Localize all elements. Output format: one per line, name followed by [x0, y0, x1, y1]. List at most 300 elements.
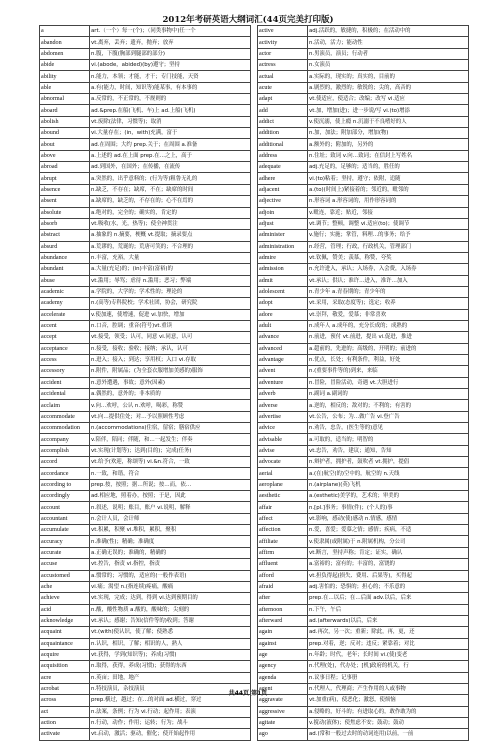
entry-word: accessory [40, 366, 90, 377]
table-row [258, 82, 469, 93]
word-table-left [39, 25, 251, 741]
entry-word: adjacent [258, 184, 308, 195]
entry-definition: vt.积累，积聚 vi.堆积，累积，聚积 [90, 525, 251, 536]
entry-word: addict [258, 116, 308, 127]
entry-definition: n.接受，接收；验收；接纳；承认，认可 [90, 343, 251, 354]
entry-definition: vt.调节；整顿，调整 vi.适应(to)；使调节 [308, 218, 469, 229]
entry-word: accomplish [40, 445, 90, 456]
table-row [40, 445, 251, 456]
entry-definition: vi.(to)粘着；坚持，遵守；依附，追随 [308, 173, 469, 184]
entry-word: accommodate [40, 411, 90, 422]
entry-word: abolish [40, 116, 90, 127]
entry-definition: vt.控告，指责 vi.指控，指责 [90, 559, 251, 570]
table-row [258, 116, 469, 127]
entry-word: admission [258, 264, 308, 275]
entry-word: acknowledge [40, 615, 90, 626]
table-row [258, 377, 469, 388]
entry-word: administration [258, 241, 308, 252]
entry-word: accuse [40, 559, 90, 570]
table-row [40, 60, 251, 71]
entry-definition: n.年龄；时代，老年；长时间 vi.(使)变老 [308, 649, 469, 660]
entry-definition: a.超前的，先进的；高级的，开明的；前进的 [308, 343, 469, 354]
entry-word: acquaint [40, 627, 90, 638]
entry-word: abundance [40, 252, 90, 263]
table-row [40, 196, 251, 207]
entry-definition: vt.使适应，使适合；改编；改写 vi.适应 [308, 94, 469, 105]
entry-word: advance [258, 332, 308, 343]
entry-definition: n.经营，管理；行政，行政机关，管理部门 [308, 241, 469, 252]
entry-definition: n.认识，相识，了解；相识的人，熟人 [90, 638, 251, 649]
entry-definition: n.丰富，充裕，大量 [90, 252, 251, 263]
entry-word: against [258, 638, 308, 649]
table-row [40, 593, 251, 604]
entry-word: age [258, 649, 308, 660]
entry-definition: prep.横过，越过；在…的对面 ad.横过，穿过 [90, 695, 251, 706]
table-row [40, 71, 251, 82]
entry-word: acid [40, 604, 90, 615]
entry-word: aggravate [258, 695, 308, 706]
table-row [40, 717, 251, 728]
entry-word: abuse [40, 275, 90, 286]
entry-word: adventure [258, 377, 308, 388]
table-row [40, 105, 251, 116]
table-row [258, 128, 469, 139]
entry-word: access [40, 354, 90, 365]
entry-definition: vt.影响，感动(使)感动 n.情感，感情 [308, 513, 469, 524]
entry-definition: n.进入；接入；到达；享用权；入口 vi.存取 [90, 354, 251, 365]
entry-word: abnormal [40, 94, 90, 105]
table-row [40, 706, 251, 717]
entry-word: accumulate [40, 525, 90, 536]
entry-word: absence [40, 184, 90, 195]
entry-definition: n.副词 a.副词的 [308, 389, 469, 400]
table-row [258, 445, 469, 456]
entry-definition: a.逆的，相反的；敌对的；不利的；有害的 [308, 400, 469, 411]
entry-definition: vt.(with)使认识，使了解；使熟悉 [90, 627, 251, 638]
entry-definition: ad.再次，另一次；重新；除此，再，更，还 [308, 627, 469, 638]
entry-word: account [40, 502, 90, 513]
entry-word: affiliate [258, 536, 308, 547]
entry-word: active [258, 26, 308, 37]
table-row [40, 94, 251, 105]
table-row [258, 354, 469, 365]
entry-definition: n.允许进入，承认；入场券，入会费，入场券 [308, 264, 469, 275]
entry-word: accept [40, 332, 90, 343]
entry-word: add [258, 105, 308, 116]
entry-definition: n.女演员 [308, 60, 469, 71]
entry-word: adverb [258, 389, 308, 400]
entry-word: afraid [258, 581, 308, 592]
entry-definition: ad.(afterwards)以后，后来 [308, 615, 469, 626]
entry-word: acquire [40, 649, 90, 660]
entry-word: addition [258, 128, 308, 139]
entry-word: adopt [258, 298, 308, 309]
entry-word: advisable [258, 434, 308, 445]
table-row [258, 71, 469, 82]
entry-word: accommodation [40, 423, 90, 434]
entry-word: absorb [40, 218, 90, 229]
table-row [258, 366, 469, 377]
entry-definition: a.(在)航空(的)空中的，航空的 n.天线 [308, 468, 469, 479]
table-row [40, 638, 251, 649]
entry-word: affirm [258, 547, 308, 558]
entry-definition: n.行动，动作；作用；运转；行为；战斗 [90, 717, 251, 728]
table-row [258, 48, 469, 59]
entry-word: ago [258, 729, 308, 740]
page-footer: 共44页 第1页 [228, 690, 268, 697]
entry-word: agent [258, 683, 308, 694]
table-row [258, 275, 469, 286]
entry-word: afternoon [258, 604, 308, 615]
entry-definition: prep.按，按照；据…所说；按…而，依… [90, 479, 251, 490]
table-row [258, 26, 469, 37]
entry-definition: n.住址；致词 v.向…致词；在信封上写姓名 [308, 150, 469, 161]
entry-word: afford [258, 570, 308, 581]
entry-word: abdomen [40, 48, 90, 59]
entry-word: act [40, 706, 90, 717]
entry-definition: v.搅动(液体)；使焦虑不安；鼓动；鼓动 [308, 717, 469, 728]
table-row [40, 502, 251, 513]
table-row [258, 638, 469, 649]
table-row [258, 457, 469, 468]
entry-definition: n.会计人员，会计师 [90, 513, 251, 524]
entry-definition: v.使隶属(或附属)于 n.附属机构，分公司 [308, 536, 469, 547]
table-row [40, 343, 251, 354]
entry-word: accidental [40, 389, 90, 400]
table-row [258, 196, 469, 207]
entry-word: adequate [258, 162, 308, 173]
entry-word: affect [258, 513, 308, 524]
table-row [258, 479, 469, 490]
entry-definition: v.向…欢呼，公认 n.欢呼，喝彩，称赞 [90, 400, 251, 411]
table-row [40, 286, 251, 297]
entry-word: accuracy [40, 536, 90, 547]
entry-definition: n.活动，活力；能动性 [308, 37, 469, 48]
table-row [258, 661, 469, 672]
table-row [258, 105, 469, 116]
table-row [40, 457, 251, 468]
entry-word: abrupt [40, 173, 90, 184]
entry-word: absolute [40, 207, 90, 218]
table-row [258, 604, 469, 615]
entry-word: absent [40, 196, 90, 207]
table-row [258, 184, 469, 195]
entry-definition: a.侵略的，好斗的；有进取心的，敢作敢为的 [308, 706, 469, 717]
entry-definition: n.酸，酸性物质 a.酸的，酸味的；尖刻的 [90, 604, 251, 615]
table-row [40, 37, 251, 48]
entry-word: agitate [258, 717, 308, 728]
table-row [258, 173, 469, 184]
table-row [258, 139, 469, 150]
entry-word: ability [40, 71, 90, 82]
table-row [40, 627, 251, 638]
table-row [40, 672, 251, 683]
entry-word: aerial [258, 468, 308, 479]
entry-word: accountant [40, 513, 90, 524]
entry-definition: n.代理人，代理商；产生作用的人或事物 [308, 683, 469, 694]
table-row [258, 37, 469, 48]
table-row [40, 581, 251, 592]
entry-definition: adj.活跃的，敏捷的，积极的；在活动中的 [308, 26, 469, 37]
table-row [258, 717, 469, 728]
entry-definition: n.口音，腔调；重音(符号)vt.重读 [90, 320, 251, 331]
entry-definition: vi.(abode，abided)(by)遵守；坚持 [90, 60, 251, 71]
table-row [258, 615, 469, 626]
table-row [258, 627, 469, 638]
table-row [258, 672, 469, 683]
entry-definition: v.毗连，靠近；贴近，邻接 [308, 207, 469, 218]
table-row [40, 218, 251, 229]
table-row [40, 649, 251, 660]
table-row [40, 309, 251, 320]
entry-word: ache [40, 581, 90, 592]
table-row [258, 162, 469, 173]
entry-definition: n.优点，长处；有利条件，利益，好处 [308, 354, 469, 365]
entry-word: accident [40, 377, 90, 388]
table-row [40, 116, 251, 127]
table-row [40, 570, 251, 581]
table-row [40, 513, 251, 524]
entry-definition: a.反常的，不正常的，不规则的 [90, 94, 251, 105]
entry-word: advice [258, 423, 308, 434]
entry-definition: a.(esthetic)美学的，艺术的；审美的 [308, 491, 469, 502]
entry-word: advent [258, 366, 308, 377]
entry-definition: a.学院的，大学的；学术性的；理论的 [90, 286, 251, 297]
entry-word: adjust [258, 218, 308, 229]
table-row [40, 491, 251, 502]
table-row [40, 615, 251, 626]
entry-definition: vt.承认；供认；准许…进入，准许…加入 [308, 275, 469, 286]
entry-definition: a.偶然的，意外的；非本质的 [90, 389, 251, 400]
entry-definition: a.正确无误的；准确的，精确的 [90, 547, 251, 558]
entry-definition: a.上述的 ad.在上面 prep.在…之上，高于 [90, 150, 251, 161]
entry-word: adjective [258, 196, 308, 207]
entry-definition: vt.断言，坚持声称；肯定；证实，确认 [308, 547, 469, 558]
entry-definition: n.劝告，忠告，(医生等的)意见 [308, 423, 469, 434]
table-row [258, 468, 469, 479]
entry-definition: n.冒险，冒险活动，奇遇 vt.大胆进行 [308, 377, 469, 388]
entry-definition: vt.担负得起(损失、费用、后果等)，买得起 [308, 570, 469, 581]
entry-word: affection [258, 525, 308, 536]
table-row [258, 411, 469, 422]
entry-definition: n.能力，本领；才能，才干；专门技能，天资 [90, 71, 251, 82]
table-row [40, 377, 251, 388]
table-row [40, 366, 251, 377]
entry-definition: vt.实现，完成；达到，得到 vi.达到预期目的 [90, 593, 251, 604]
entry-definition: n.准确(性)；精确；准确度 [90, 536, 251, 547]
entry-word: adjoin [258, 207, 308, 218]
entry-definition: n.前进，预付 vt.前进，提出 vi.促进，推进 [308, 332, 469, 343]
entry-definition: n.意外遭遇，事故；意外(因素) [90, 377, 251, 388]
entry-word: admit [258, 275, 308, 286]
entry-definition: vt.采用，采取(态度等)；选定；收养 [308, 298, 469, 309]
entry-word: accompany [40, 434, 90, 445]
entry-word: adhere [258, 173, 308, 184]
entry-definition: vt.加重(病)，使恶化；激怒，使烦恼 [308, 695, 469, 706]
entry-definition: a.突然的，出乎意料的；(行为等)粗鲁无礼的 [90, 173, 251, 184]
entry-definition: art.（一个）每一(个)；（同类事物中)任一个 [90, 26, 251, 37]
entry-definition: n.加，加法；附加部分，增加(物) [308, 128, 469, 139]
entry-word: accurate [40, 547, 90, 558]
entry-word: acrobat [40, 683, 90, 694]
entry-word: abstract [40, 230, 90, 241]
entry-definition: adj.害怕的；恐惧的；担心的；不乐意的 [308, 581, 469, 592]
table-row [40, 411, 251, 422]
entry-definition: v.陪伴，陪同；伴随，和…一起发生；伴奏 [90, 434, 251, 445]
entry-word: affluent [258, 559, 308, 570]
entry-word: actual [258, 71, 308, 82]
table-row [258, 286, 469, 297]
table-row [40, 604, 251, 615]
entry-word: absurd [40, 241, 90, 252]
entry-word: acre [40, 672, 90, 683]
table-row [40, 241, 251, 252]
table-row [40, 173, 251, 184]
entry-word: adult [258, 320, 308, 331]
entry-definition: n.特技演员，杂技演员 [90, 683, 251, 694]
entry-word: accordance [40, 468, 90, 479]
table-row [40, 559, 251, 570]
table-row [258, 94, 469, 105]
entry-definition: prep.在…以后；在…后面 adv.以后，后来 [308, 593, 469, 604]
entry-word: about [40, 139, 90, 150]
entry-word: according to [40, 479, 90, 490]
entry-definition: adj.充足的，足够的；适当的，胜任的 [308, 162, 469, 173]
table-row [258, 400, 469, 411]
entry-definition: prep.对着，逆；反对；违反；紧靠着；对比 [308, 638, 469, 649]
entry-definition: vt.滥用；辱骂；虐待 n.滥用；恶习；弊端 [90, 275, 251, 286]
table-row [258, 559, 469, 570]
word-table-right-body [258, 26, 469, 741]
table-row [258, 570, 469, 581]
entry-definition: n.辩护者，拥护者，鼓吹者 vt.拥护，提倡 [308, 457, 469, 468]
entry-word: afterward [258, 615, 308, 626]
table-row [40, 252, 251, 263]
entry-definition: n.议事日程；记事册 [308, 672, 469, 683]
entry-definition: vt.向…提供住处；对…予以照顾性考虑 [90, 411, 251, 422]
entry-definition: n.青少年 a.青春期的；青少年的 [308, 286, 469, 297]
entry-definition: vt.公告，公布；为…做广告 vi.登广告 [308, 411, 469, 422]
entry-definition: n.缺乏，不存在；缺席，不在；缺席的时间 [90, 184, 251, 195]
entry-definition: n.英亩；田地，地产 [90, 672, 251, 683]
entry-word: activity [258, 37, 308, 48]
table-row [40, 264, 251, 275]
entry-word: aeroplane [258, 479, 308, 490]
entry-definition: ad.到国外，在国外；在传播，在流传 [90, 162, 251, 173]
entry-word: abound [40, 128, 90, 139]
table-row [40, 320, 251, 331]
entry-word: action [40, 717, 90, 728]
entry-definition: n.代理(处)，代办处；[机]政府的机关，行 [308, 661, 469, 672]
entry-definition: ad.相应地，照着办，按照；于是，因此 [90, 491, 251, 502]
table-row [258, 150, 469, 161]
entry-definition: vi.大量存在；(in，with)充满，富于 [90, 128, 251, 139]
table-row [258, 230, 469, 241]
table-row [40, 230, 251, 241]
table-row [258, 207, 469, 218]
entry-word: abundant [40, 264, 90, 275]
entry-word: adore [258, 309, 308, 320]
entry-word: address [258, 150, 308, 161]
entry-word: additional [258, 139, 308, 150]
entry-definition: a.缺席的，缺乏的，不存在的；心不在焉的 [90, 196, 251, 207]
table-row [258, 502, 469, 513]
table-row [258, 547, 469, 558]
entry-word: actor [258, 48, 308, 59]
entry-definition: a.有(能力，时间，知识等)能某事，有本事的 [90, 82, 251, 93]
entry-word: accent [40, 320, 90, 331]
table-row [40, 82, 251, 93]
entry-word: activate [40, 729, 90, 740]
entry-word: acclaim [40, 400, 90, 411]
entry-definition: n.形容词 a.形容词的，用作形容词的 [308, 196, 469, 207]
entry-word: abandon [40, 37, 90, 48]
table-row [40, 128, 251, 139]
entry-definition: n.取得，获得，养成(习惯)；获得的东西 [90, 661, 251, 672]
table-row [258, 706, 469, 717]
table-row [258, 389, 469, 400]
table-row [258, 525, 469, 536]
entry-word: administer [258, 230, 308, 241]
entry-word: advanced [258, 343, 308, 354]
table-row [40, 525, 251, 536]
table-row [40, 332, 251, 343]
entry-word: admire [258, 252, 308, 263]
table-row [258, 241, 469, 252]
table-row [258, 320, 469, 331]
entry-word: agenda [258, 672, 308, 683]
table-row [40, 434, 251, 445]
entry-definition: n.爱，喜爱；爱慕之情；感情；疾病，不适 [308, 525, 469, 536]
table-row [40, 479, 251, 490]
entry-word: accelerate [40, 309, 90, 320]
entry-definition: vt.接受，领受；认可，同意 vi.同意，认可 [90, 332, 251, 343]
table-row [40, 400, 251, 411]
entry-definition: a.额外的；附加的，另外的 [308, 139, 469, 150]
entry-word: above [40, 150, 90, 161]
entry-word: accord [40, 457, 90, 468]
table-row [40, 26, 251, 37]
entry-definition: a.绝对的，完全的；确实的，肯定的 [90, 207, 251, 218]
entry-definition: ad.在周围；大约 prep.关于；在周围 a.准备 [90, 139, 251, 150]
entry-word: adapt [258, 94, 308, 105]
word-table-right [257, 25, 469, 741]
entry-definition: n.下午，午后 [308, 604, 469, 615]
table-row [258, 298, 469, 309]
table-row [258, 252, 469, 263]
entry-word: adolescent [258, 286, 308, 297]
table-row [258, 423, 469, 434]
entry-definition: a.富裕的；富有的；丰富的，富饶的 [308, 559, 469, 570]
entry-definition: n.(airplane)(英)飞机 [308, 479, 469, 490]
entry-definition: vt.忠告，劝告，建议；通知，告知 [308, 445, 469, 456]
table-row [258, 513, 469, 524]
entry-definition: v.使加速，使增速，促进 vi.加快，增加 [90, 309, 251, 320]
entry-definition: n.男演员，演员；行动者 [308, 48, 469, 59]
table-row [40, 468, 251, 479]
table-row [258, 649, 469, 660]
entry-word: acquisition [40, 661, 90, 672]
entry-word: academic [40, 286, 90, 297]
entry-definition: v.使沉溺，使上瘾 n.沉溺于不良嗜好的人 [308, 116, 469, 127]
entry-definition: n.叙述，说明；账目，账户 vi.说明，解释 [90, 502, 251, 513]
table-row [40, 547, 251, 558]
entry-definition: a.惯常的；习惯的，适应的(一般作表语) [90, 570, 251, 581]
entry-word: abide [40, 60, 90, 71]
entry-word: after [258, 593, 308, 604]
table-row [258, 434, 469, 445]
table-row [40, 184, 251, 195]
